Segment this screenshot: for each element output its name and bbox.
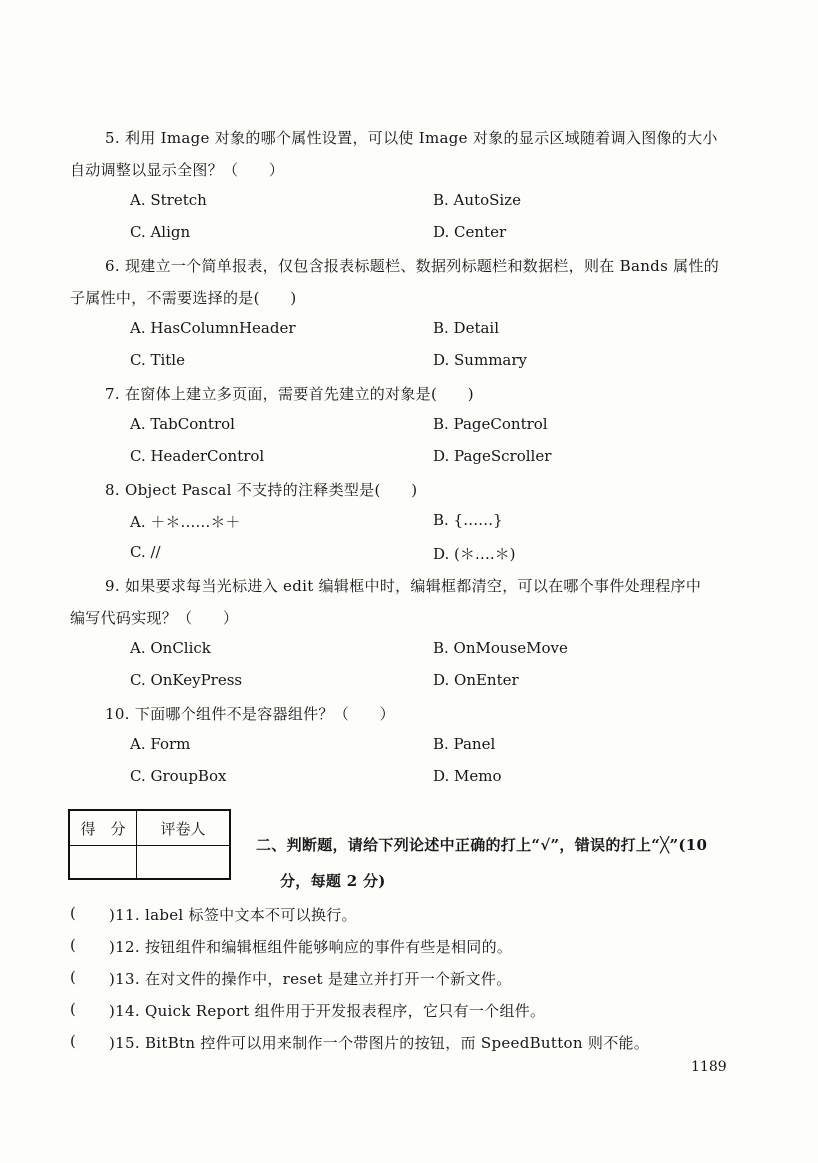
question-9-option-b: B. OnMouseMove [433,639,568,657]
question-7-option-a: A. TabControl [130,415,235,433]
question-5-stem-cont: 自动调整以显示全图？（ ） [70,161,285,179]
page-number: 1189 [691,1059,727,1075]
question-7-stem: 7. 在窗体上建立多页面，需要首先建立的对象是( ) [105,385,474,403]
question-8-option-d: D. (＊….＊) [433,545,516,563]
score-cell[interactable] [69,846,137,880]
question-5-option-b: B. AutoSize [433,191,521,209]
question-10-option-b: B. Panel [433,735,496,753]
score-table [68,809,231,880]
judgement-11-text: )11. label 标签中文本不可以换行。 [109,906,357,924]
question-6-option-b: B. Detail [433,319,500,337]
grader-header: 评卷人 [137,810,231,846]
question-8-stem: 8. Object Pascal 不支持的注释类型是( ) [105,481,418,499]
question-9-option-a: A. OnClick [130,639,211,657]
question-5-option-a: A. Stretch [130,191,207,209]
question-8-option-c: C. // [130,543,161,561]
question-8-option-b: B. {……} [433,511,503,529]
question-7-option-b: B. PageControl [433,415,548,433]
question-5-stem: 5. 利用 Image 对象的哪个属性设置，可以使 Image 对象的显示区域随着调入图像的大小 [105,129,718,147]
question-6-stem: 6. 现建立一个简单报表，仅包含报表标题栏、数据列标题栏和数据栏，则在 Bands 属性的 [105,257,720,275]
judgement-14-text: )14. Quick Report 组件用于开发报表程序，它只有一个组件。 [109,1002,546,1020]
judgement-12-paren[interactable]: ( [70,936,77,954]
question-5-option-c: C. Align [130,223,191,241]
judgement-11-paren[interactable]: ( [70,904,77,922]
question-9-stem-cont: 编写代码实现？（ ） [70,609,239,627]
score-header: 得 分 [69,810,137,846]
question-10-option-c: C. GroupBox [130,767,227,785]
question-6-stem-cont: 子属性中，不需要选择的是( ) [70,289,297,307]
question-10-option-a: A. Form [130,735,191,753]
judgement-15-text: )15. BitBtn 控件可以用来制作一个带图片的按钮，而 SpeedButton 则不能。 [109,1034,650,1052]
question-10-option-d: D. Memo [433,767,502,785]
question-9-option-c: C. OnKeyPress [130,671,243,689]
question-5-option-d: D. Center [433,223,507,241]
judgement-14-paren[interactable]: ( [70,1000,77,1018]
question-9-option-d: D. OnEnter [433,671,519,689]
judgement-13-text: )13. 在对文件的操作中，reset 是建立并打开一个新文件。 [109,970,512,988]
question-6-option-d: D. Summary [433,351,527,369]
question-10-stem: 10. 下面哪个组件不是容器组件？（ ） [105,705,395,723]
judgement-12-text: )12. 按钮组件和编辑框组件能够响应的事件有些是相同的。 [109,938,513,956]
question-7-option-d: D. PageScroller [433,447,552,465]
question-7-option-c: C. HeaderControl [130,447,265,465]
grader-cell[interactable] [137,846,231,880]
judgement-13-paren[interactable]: ( [70,968,77,986]
question-6-option-c: C. Title [130,351,185,369]
section-2-heading-cont: 分，每题 2 分) [280,872,386,890]
question-8-option-a: A. ＋＊……＊＋ [130,513,241,531]
question-6-option-a: A. HasColumnHeader [130,319,296,337]
question-9-stem: 9. 如果要求每当光标进入 edit 编辑框中时，编辑框都清空，可以在哪个事件处理程序中 [105,577,702,595]
section-2-heading: 二、判断题，请给下列论述中正确的打上“√”，错误的打上“╳”(10 [256,836,708,854]
judgement-15-paren[interactable]: ( [70,1032,77,1050]
